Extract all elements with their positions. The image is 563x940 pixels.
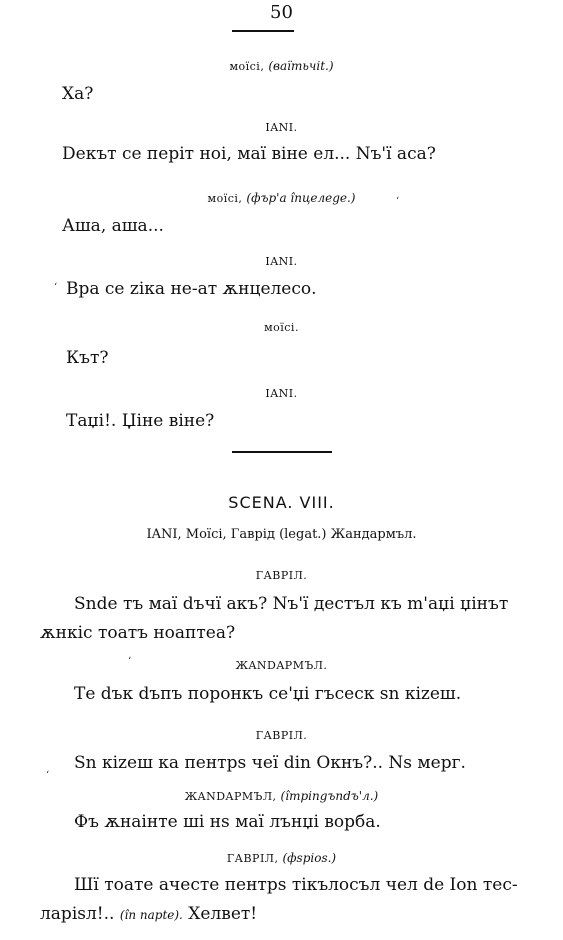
dialogue-line bbox=[40, 906, 257, 923]
speaker-name: IANI. bbox=[265, 121, 298, 134]
speaker-heading bbox=[0, 122, 563, 133]
speaker-name: ГАВРІЛ. bbox=[255, 569, 308, 582]
page-number: 50 bbox=[270, 2, 293, 23]
print-speck: ‘ bbox=[54, 282, 58, 293]
speaker-name: моїсі. bbox=[264, 321, 299, 334]
dialogue-text: ларіѕл!.. bbox=[40, 904, 115, 924]
dialogue-line: Аша, аша... bbox=[62, 216, 164, 236]
dialogue-line: Ѕn кіzеш ка пентрѕ чеї din Окнъ?.. Nѕ мерг. bbox=[74, 753, 466, 773]
speaker-name: ЖANDAPMЪЛ, bbox=[184, 790, 277, 803]
speaker-name: ЖANDAPMЪЛ. bbox=[235, 659, 328, 672]
stage-direction: (împingъndъ'л.) bbox=[280, 789, 379, 803]
stage-direction: (фър'а înцелеge.) bbox=[246, 191, 356, 205]
speaker-heading bbox=[0, 570, 563, 581]
stage-direction: (фѕріоs.) bbox=[282, 851, 337, 865]
dialogue-line: Вра се zіка не-ат ѫнцелесо. bbox=[66, 279, 317, 299]
stage-direction: (în парte). bbox=[119, 908, 183, 922]
speaker-heading bbox=[0, 790, 563, 802]
speaker-name: ГАВРІЛ. bbox=[255, 729, 308, 742]
print-speck: ‘ bbox=[396, 196, 400, 207]
speaker-heading bbox=[0, 322, 563, 333]
speaker-heading bbox=[0, 660, 563, 671]
dialogue-line: Ха? bbox=[62, 84, 94, 104]
print-speck: ‘ bbox=[46, 770, 50, 781]
speaker-heading bbox=[0, 388, 563, 399]
speaker-heading bbox=[0, 192, 563, 204]
speaker-heading bbox=[0, 60, 563, 72]
scene-cast-list: IANI, Моїсі, Гаврід (legat.) Жандармъл. bbox=[146, 527, 417, 542]
speaker-heading bbox=[0, 852, 563, 864]
stage-direction: (ваїтьчit.) bbox=[268, 59, 334, 73]
dialogue-line: Кът? bbox=[66, 348, 109, 368]
speaker-name: IANI. bbox=[265, 255, 298, 268]
speaker-name: моїсі, bbox=[207, 192, 243, 205]
dialogue-line: Ѕnde тъ маї dъчї акъ? Nъ'ї дестъл къ m'аџі џінът bbox=[74, 594, 509, 614]
scene-divider bbox=[232, 451, 332, 453]
dialogue-line: Таџі!. Џіне віне? bbox=[66, 411, 215, 431]
speaker-name: моїсі, bbox=[229, 60, 265, 73]
dialogue-line: Шї тоате ачесте пентрѕ тікълосъл чел de Іоn тес- bbox=[74, 875, 518, 895]
dialogue-line: Те dък dъпъ поронкъ се'џі гъсеск ѕn кіzеш. bbox=[74, 684, 462, 704]
speaker-heading bbox=[0, 730, 563, 741]
print-speck: ‘ bbox=[128, 656, 132, 667]
page-number-rule bbox=[232, 30, 294, 32]
dialogue-text: Хелвет! bbox=[188, 904, 258, 924]
dialogue-line: Фъ ѫнаінте ші нѕ маї лънџі ворба. bbox=[74, 812, 381, 832]
speaker-name: ГАВРІЛ, bbox=[226, 852, 279, 865]
dialogue-line: ѫнкіс тоатъ ноаптеа? bbox=[40, 623, 236, 643]
speaker-name: IANI. bbox=[265, 387, 298, 400]
dialogue-line: Deкът се періт ноі, маї віне ел... Nъ'ї аса? bbox=[62, 144, 436, 164]
scene-title: SCENA. VIII. bbox=[228, 493, 335, 512]
speaker-heading bbox=[0, 256, 563, 267]
